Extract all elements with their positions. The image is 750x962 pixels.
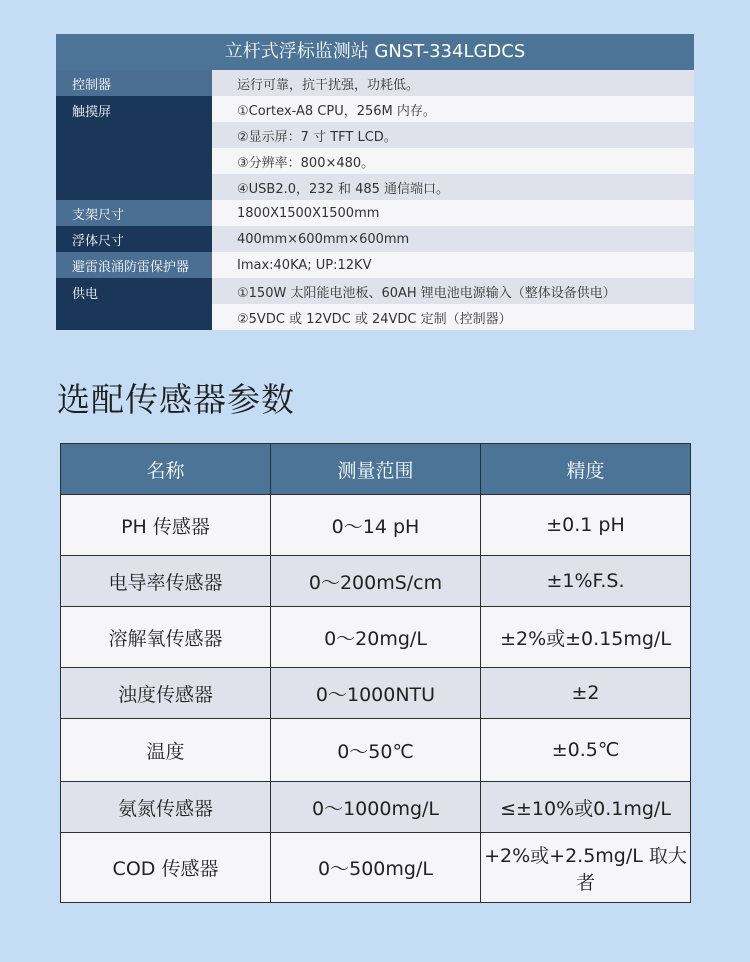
table-row <box>61 556 691 607</box>
sensor-accuracy: ±1%F.S. <box>481 556 691 607</box>
sensor-accuracy: ±2%或±0.15mg/L <box>481 607 691 668</box>
spec-value: 1800X1500X1500mm <box>212 200 694 226</box>
spec-label-power: 供电 <box>56 278 212 330</box>
spec-value: ②5VDC 或 12VDC 或 24VDC 定制（控制器） <box>212 304 694 330</box>
table-row <box>61 782 691 833</box>
sensor-name: COD 传感器 <box>61 833 271 903</box>
sensor-name: 浊度传感器 <box>61 668 271 719</box>
table-row <box>61 495 691 556</box>
spec-label-bracket-size: 支架尺寸 <box>56 200 212 226</box>
sensor-accuracy: ±0.1 pH <box>481 495 691 556</box>
sensor-name: PH 传感器 <box>61 495 271 556</box>
spec-value: ③分辨率：800×480。 <box>212 148 694 174</box>
table-row <box>61 607 691 668</box>
sensor-accuracy: ≤±10%或0.1mg/L <box>481 782 691 833</box>
sensor-range: 0～50℃ <box>271 719 481 782</box>
spec-label-float-size: 浮体尺寸 <box>56 226 212 252</box>
column-header-range: 测量范围 <box>271 444 481 495</box>
sensor-range: 0～500mg/L <box>271 833 481 903</box>
spec-table <box>56 34 694 330</box>
sensor-accuracy: ±0.5℃ <box>481 719 691 782</box>
sensor-range: 0～200mS/cm <box>271 556 481 607</box>
spec-label-controller: 控制器 <box>56 70 212 96</box>
column-header-name: 名称 <box>61 444 271 495</box>
table-row <box>61 719 691 782</box>
sensor-name: 溶解氧传感器 <box>61 607 271 668</box>
spec-label-surge-protector: 避雷浪涌防雷保护器 <box>56 252 212 278</box>
sensor-range: 0～1000mg/L <box>271 782 481 833</box>
sensor-accuracy: ±2 <box>481 668 691 719</box>
spec-label-touchscreen: 触摸屏 <box>56 96 212 200</box>
sensor-accuracy: +2%或+2.5mg/L 取大者 <box>481 833 691 903</box>
sensor-range: 0～20mg/L <box>271 607 481 668</box>
spec-value: Imax:40KA; UP:12KV <box>212 252 694 278</box>
sensor-name: 温度 <box>61 719 271 782</box>
table-row <box>61 668 691 719</box>
sensor-name: 氨氮传感器 <box>61 782 271 833</box>
spec-value: ①150W 太阳能电池板、60AH 锂电池电源输入（整体设备供电） <box>212 278 694 304</box>
spec-value: ①Cortex-A8 CPU，256M 内存。 <box>212 96 694 122</box>
spec-value: 400mm×600mm×600mm <box>212 226 694 252</box>
section-heading: 选配传感器参数 <box>57 380 295 419</box>
column-header-accuracy: 精度 <box>481 444 691 495</box>
spec-value: ④USB2.0，232 和 485 通信端口。 <box>212 174 694 200</box>
sensor-range: 0～1000NTU <box>271 668 481 719</box>
spec-table-title: 立杆式浮标监测站 GNST-334LGDCS <box>56 34 694 70</box>
spec-value: 运行可靠，抗干扰强，功耗低。 <box>212 70 694 96</box>
spec-value: ②显示屏：7 寸 TFT LCD。 <box>212 122 694 148</box>
sensor-table <box>60 443 691 903</box>
sensor-name: 电导率传感器 <box>61 556 271 607</box>
table-row <box>61 833 691 903</box>
sensor-range: 0～14 pH <box>271 495 481 556</box>
